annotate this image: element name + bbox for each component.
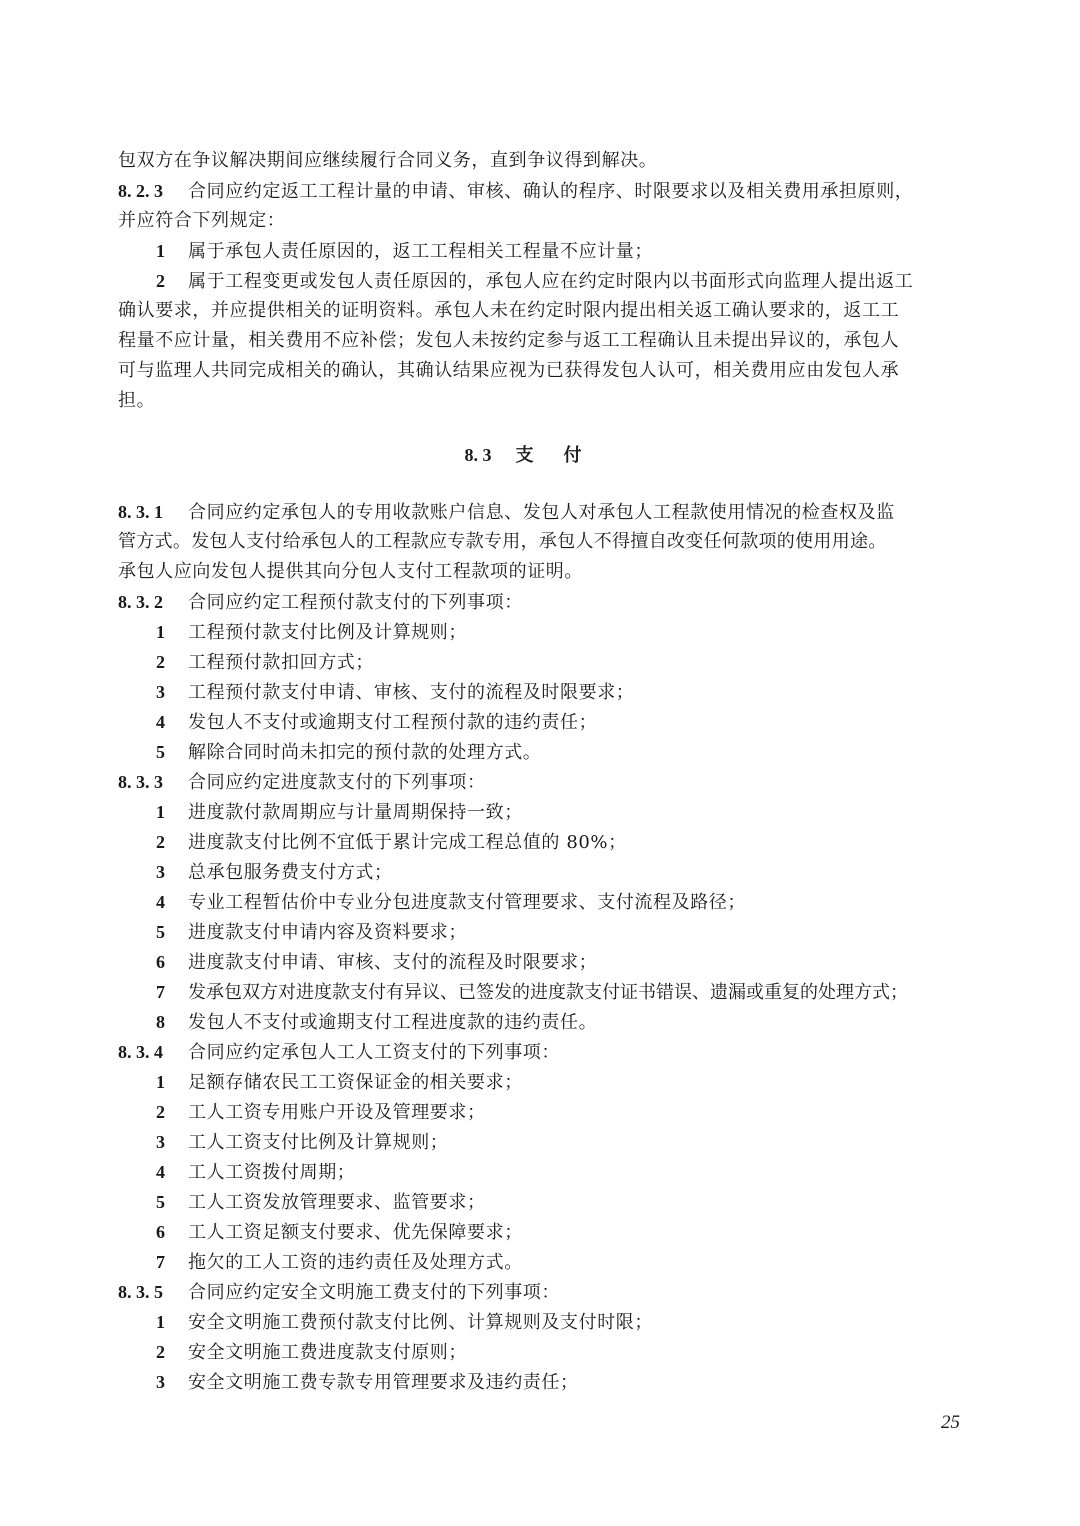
list-item: 8 发包人不支付或逾期支付工程进度款的违约责任。 (156, 1012, 598, 1033)
intro-line: 包双方在争议解决期间应继续履行合同义务，直到争议得到解决。 (118, 150, 658, 171)
clause-8-3-4-title: 8. 3. 4 合同应约定承包人工人工资支付的下列事项： (118, 1037, 958, 1067)
clause-8-3-1-line-1: 8. 3. 1 合同应约定承包人的专用收款账户信息、发包人对承包人工程款使用情况的检查权及监 (118, 497, 958, 527)
list-item: 2 工程预付款扣回方式； (156, 652, 374, 673)
clause-number: 8. 3. 5 (118, 1282, 163, 1302)
clause-8-2-3-line-1: 8. 2. 3 合同应约定返工工程计量的申请、审核、确认的程序、时限要求以及相关费用承担原则， (118, 176, 958, 206)
clause-number: 8. 3. 1 (118, 502, 163, 522)
list-item: 6 进度款支付申请、审核、支付的流程及时限要求； (156, 952, 598, 973)
list-item: 1 足额存储农民工工资保证金的相关要求； (156, 1072, 523, 1093)
item-continuation: 确认要求，并应提供相关的证明资料。承包人未在约定时限内提出相关返工确认要求的，返工工 (118, 300, 900, 321)
clause-8-2-3-line-2: 并应符合下列规定： (118, 210, 286, 231)
clause-8-3-2-title: 8. 3. 2 合同应约定工程预付款支付的下列事项： (118, 587, 958, 617)
list-item: 4 专业工程暂估价中专业分包进度款支付管理要求、支付流程及路径； (156, 892, 746, 913)
clause-8-3-5-title: 8. 3. 5 合同应约定安全文明施工费支付的下列事项： (118, 1277, 958, 1307)
list-item: 7 发承包双方对进度款支付有异议、已签发的进度款支付证书错误、遗漏或重复的处理方式； (156, 982, 908, 1003)
item-continuation: 程量不应计量，相关费用不应补偿；发包人未按约定参与返工工程确认且未提出异议的，承包人 (118, 330, 900, 351)
list-item: 1 进度款付款周期应与计量周期保持一致； (156, 802, 523, 823)
section-heading: 8. 3 支付 (464, 445, 612, 466)
list-item: 2 进度款支付比例不宜低于累计完成工程总值的 80%； (156, 832, 627, 853)
page-content (118, 146, 958, 1397)
list-item: 2 安全文明施工费进度款支付原则； (156, 1342, 467, 1363)
list-item: 1 属于承包人责任原因的，返工工程相关工程量不应计量； (156, 241, 653, 262)
clause-number: 8. 3. 2 (118, 592, 163, 612)
list-item: 5 进度款支付申请内容及资料要求； (156, 922, 467, 943)
list-item: 5 解除合同时尚未扣完的预付款的处理方式。 (156, 742, 542, 763)
list-item: 2 属于工程变更或发包人责任原因的，承包人应在约定时限内以书面形式向监理人提出返工 (156, 271, 914, 292)
clause-number: 8. 2. 3 (118, 181, 163, 201)
clause-8-3-1-line-2: 管方式。发包人支付给承包人的工程款应专款专用，承包人不得擅自改变任何款项的使用用途。 (118, 531, 887, 552)
item-continuation: 可与监理人共同完成相关的确认，其确认结果应视为已获得发包人认可，相关费用应由发包人承 (118, 360, 900, 381)
list-item: 1 工程预付款支付比例及计算规则； (156, 622, 467, 643)
list-item: 3 安全文明施工费专款专用管理要求及违约责任； (156, 1372, 579, 1393)
clause-8-3-3-title: 8. 3. 3 合同应约定进度款支付的下列事项： (118, 767, 958, 797)
list-item: 3 工程预付款支付申请、审核、支付的流程及时限要求； (156, 682, 635, 703)
clause-number: 8. 3. 4 (118, 1042, 163, 1062)
list-item: 5 工人工资发放管理要求、监管要求； (156, 1192, 486, 1213)
item-continuation: 担。 (118, 390, 156, 411)
page-number: 25 (941, 1412, 960, 1433)
clause-8-3-1-line-3: 承包人应向发包人提供其向分包人支付工程款项的证明。 (118, 561, 583, 582)
list-item: 3 工人工资支付比例及计算规则； (156, 1132, 449, 1153)
list-item: 3 总承包服务费支付方式； (156, 862, 393, 883)
list-item: 2 工人工资专用账户开设及管理要求； (156, 1102, 486, 1123)
list-item: 4 工人工资拨付周期； (156, 1162, 356, 1183)
list-item: 4 发包人不支付或逾期支付工程预付款的违约责任； (156, 712, 598, 733)
list-item: 7 拖欠的工人工资的违约责任及处理方式。 (156, 1252, 523, 1273)
list-item: 6 工人工资足额支付要求、优先保障要求； (156, 1222, 523, 1243)
list-item: 1 安全文明施工费预付款支付比例、计算规则及支付时限； (156, 1312, 653, 1333)
clause-number: 8. 3. 3 (118, 772, 163, 792)
